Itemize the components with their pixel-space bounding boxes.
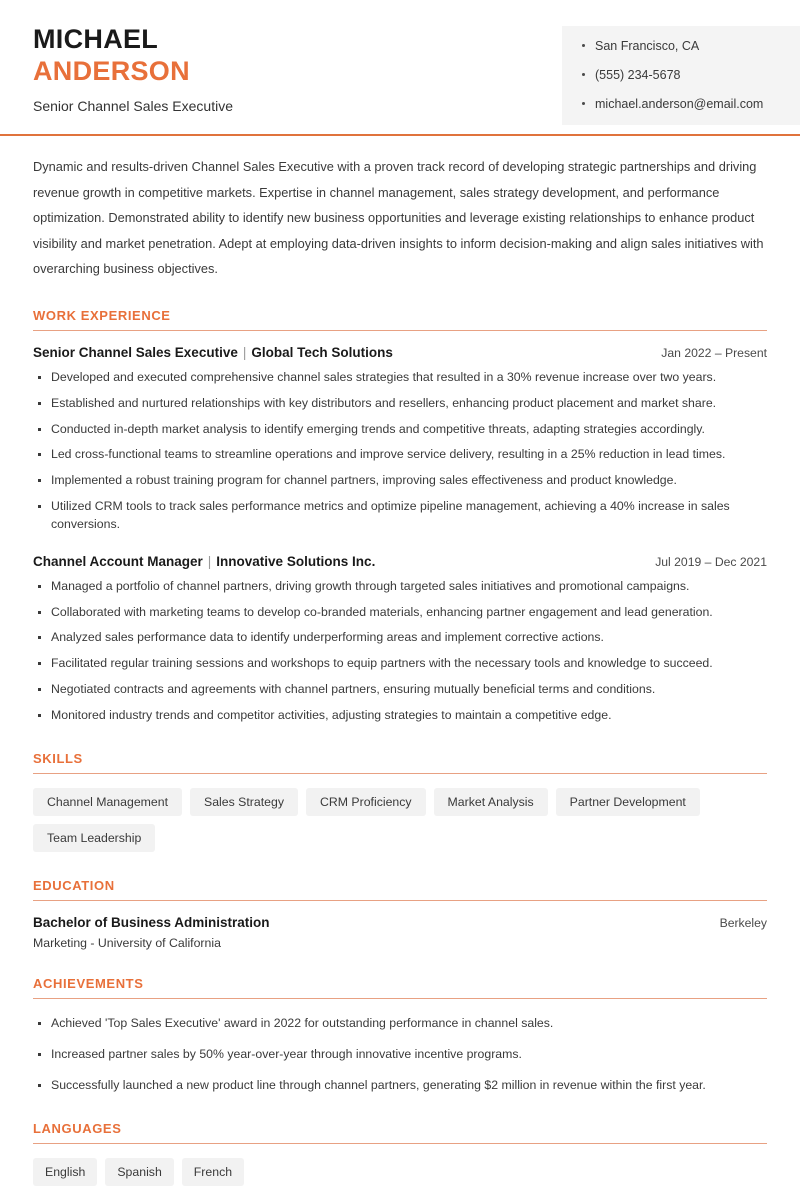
skill-tag: Sales Strategy — [190, 788, 298, 816]
title-separator: | — [242, 344, 247, 360]
education-degree: Bachelor of Business Administration — [33, 915, 270, 931]
list-item: Monitored industry trends and competitor activities, adjusting strategies to maintain a competitive edge. — [33, 707, 767, 725]
contact-phone-text: (555) 234-5678 — [595, 67, 681, 82]
skill-tag: Team Leadership — [33, 824, 155, 852]
list-item: Managed a portfolio of channel partners, driving growth through targeted sales initiatives and promotional campaigns. — [33, 578, 767, 596]
list-item: Collaborated with marketing teams to develop co-branded materials, enhancing partner engagement and lead generation. — [33, 604, 767, 622]
work-entry-header — [33, 345, 767, 360]
section-divider — [33, 330, 767, 331]
education-location: Berkeley — [719, 916, 767, 931]
list-item: Led cross-functional teams to streamline operations and improve service delivery, resulting in a 25% reduction in lead times. — [33, 446, 767, 464]
section-title-skills: SKILLS — [33, 750, 83, 766]
contact-location-text: San Francisco, CA — [595, 39, 700, 53]
header-job-title: Senior Channel Sales Executive — [33, 98, 234, 115]
contact-list — [582, 38, 800, 113]
languages-pill-row — [33, 1158, 767, 1186]
section-education — [33, 878, 767, 950]
list-item: Successfully launched a new product line through channel partners, generating $2 million in revenue within the first year. — [33, 1077, 767, 1095]
section-title-languages: LANGUAGES — [33, 1120, 122, 1136]
resume-header — [0, 0, 800, 136]
work-entry-date: Jan 2022 – Present — [661, 345, 767, 360]
skill-tag: Market Analysis — [434, 788, 548, 816]
work-entry-role: Senior Channel Sales Executive — [33, 344, 238, 360]
section-achievements — [33, 976, 767, 1094]
list-item: Implemented a robust training program for channel partners, improving sales effectiveness and product knowledge. — [33, 472, 767, 490]
language-tag: French — [182, 1158, 244, 1186]
list-item: Utilized CRM tools to track sales performance metrics and optimize pipeline management, achieving a 40% increase in sales conversions. — [33, 498, 767, 534]
title-separator: | — [207, 553, 212, 569]
list-item: Increased partner sales by 50% year-over-year through innovative incentive programs. — [33, 1046, 767, 1064]
education-entry-header — [33, 915, 767, 930]
list-item: Established and nurtured relationships with key distributors and resellers, enhancing product placement and market share. — [33, 395, 767, 413]
work-entry-title — [33, 554, 375, 569]
achievements-list — [33, 1015, 767, 1094]
contact-item-phone[interactable] — [582, 67, 800, 84]
section-languages — [33, 1121, 767, 1186]
work-entry-company: Innovative Solutions Inc. — [216, 553, 376, 569]
section-divider — [33, 900, 767, 901]
language-tag: English — [33, 1158, 97, 1186]
work-entry-bullets — [33, 578, 767, 725]
work-entry — [33, 554, 767, 725]
section-skills — [33, 751, 767, 853]
last-name: ANDERSON — [33, 55, 190, 86]
list-item: Analyzed sales performance data to identify underperforming areas and implement corrective actions. — [33, 629, 767, 647]
skill-tag: CRM Proficiency — [306, 788, 426, 816]
work-entry-header — [33, 554, 767, 569]
section-title-work-experience: WORK EXPERIENCE — [33, 307, 171, 323]
work-entry — [33, 345, 767, 534]
header-identity-block — [33, 24, 233, 115]
list-item: Negotiated contracts and agreements with channel partners, ensuring mutually beneficial terms and conditions. — [33, 681, 767, 699]
section-title-education: EDUCATION — [33, 878, 115, 894]
list-item: Developed and executed comprehensive channel sales strategies that resulted in a 30% revenue increase over two years. — [33, 369, 767, 387]
contact-item-email[interactable] — [582, 96, 800, 113]
contact-panel — [562, 26, 800, 125]
list-item: Conducted in-depth market analysis to identify emerging trends and competitive threats, adapting strategies accordingly. — [33, 421, 767, 439]
section-divider — [33, 998, 767, 999]
professional-summary: Dynamic and results-driven Channel Sales Executive with a proven track record of developing strategic partnerships and driving revenue growth in competitive markets. Expertise in channel management, sales strategy development, and performance optimization. Demonstrated ability to identify new business opportunities and leverage existing relationships to enhance product visibility and market penetration. Adept at employing data-driven insights to inform decision-making and align sales initiatives with overarching business objectives. — [33, 159, 764, 277]
work-entry-date: Jul 2019 – Dec 2021 — [655, 554, 767, 569]
section-divider — [33, 1143, 767, 1144]
work-entry-role: Channel Account Manager — [33, 553, 203, 569]
section-work-experience — [33, 308, 767, 725]
education-detail: Marketing - University of California — [33, 936, 221, 951]
education-entry — [33, 915, 767, 950]
work-entry-company: Global Tech Solutions — [251, 344, 393, 360]
list-item: Achieved 'Top Sales Executive' award in 2022 for outstanding performance in channel sales. — [33, 1015, 767, 1033]
resume-body — [0, 154, 800, 1186]
skill-tag: Partner Development — [556, 788, 700, 816]
section-title-achievements: ACHIEVEMENTS — [33, 976, 144, 992]
work-entry-title — [33, 345, 393, 360]
skill-tag: Channel Management — [33, 788, 182, 816]
first-name: MICHAEL — [33, 24, 159, 54]
language-tag: Spanish — [105, 1158, 173, 1186]
section-divider — [33, 773, 767, 774]
contact-email-text: michael.anderson@email.com — [595, 96, 764, 111]
work-entry-bullets — [33, 369, 767, 534]
skills-pill-row — [33, 788, 767, 853]
list-item: Facilitated regular training sessions and workshops to equip partners with the necessary tools and knowledge to succeed. — [33, 655, 767, 673]
contact-item-location — [582, 38, 800, 55]
